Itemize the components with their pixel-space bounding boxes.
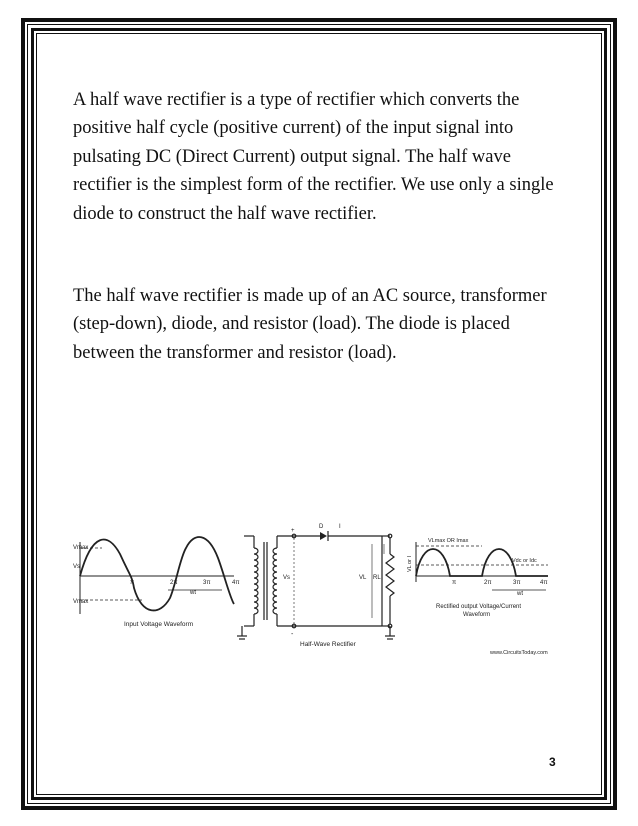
output-wt-label: wt — [517, 591, 523, 597]
paragraph-definition: A half wave rectifier is a type of rectifier which converts the positive half cycle (positive current) of the input signal into pulsating DC (Direct Current) output signal. The half wave rectifier is the simplest form of the rectifier. We use only a single diode to construct the half wave rectifier. — [73, 90, 554, 224]
output-vdc-label: Vdc or Idc — [512, 558, 537, 564]
paragraph-components: The half wave rectifier is made up of an AC source, transformer (step-down), diode, and resistor (load). The diode is placed between the transformer and resistor (load). — [73, 286, 547, 363]
half-wave-rectifier-figure — [72, 518, 564, 662]
input-x-label-4: 4π — [232, 580, 240, 586]
circuit-vl-label: VL — [359, 575, 367, 581]
rectifier-circuit — [237, 534, 395, 639]
output-caption-line-1: Rectified output Voltage/Current — [436, 604, 522, 610]
input-waveform-caption: Input Voltage Waveform — [124, 621, 194, 628]
input-wt-label: wt — [190, 590, 196, 596]
output-axis-label: VL or I — [407, 556, 413, 572]
circuit-plus-sign: + — [291, 528, 295, 534]
input-sine-wave — [80, 537, 234, 610]
primary-coil — [254, 548, 258, 614]
output-x-label-1: π — [452, 580, 457, 586]
load-resistor — [386, 554, 394, 596]
page-number: 3 — [549, 755, 556, 769]
input-x-label-2: 2π — [170, 580, 178, 586]
output-x-label-3: 3π — [513, 580, 521, 586]
input-x-label-3: 3π — [203, 580, 211, 586]
secondary-coil — [273, 548, 277, 614]
input-vmax-top-label: Vmax — [73, 545, 89, 551]
current-label: I — [339, 524, 341, 530]
diode-label: D — [319, 524, 324, 530]
output-x-label-4: 4π — [540, 580, 548, 586]
output-caption-line-2: Waveform — [463, 612, 491, 618]
output-x-label-2: 2π — [484, 580, 492, 586]
circuit-caption: Half-Wave Rectifier — [300, 641, 356, 648]
figure-source-credit: www.CircuitsToday.com — [490, 650, 548, 656]
input-vmax-bottom-label: Vmax — [73, 599, 89, 605]
output-vlmax-label: VLmax OR Imax — [428, 538, 469, 544]
circuit-minus-sign: - — [291, 631, 294, 638]
output-waveform-graph — [416, 542, 548, 590]
input-vs-label: Vs — [73, 564, 81, 570]
input-x-label-1: π — [130, 580, 135, 586]
circuit-vs-label: Vs — [283, 575, 291, 581]
diode-symbol — [320, 532, 327, 540]
circuit-rl-label: RL — [373, 575, 381, 581]
input-waveform-graph — [80, 537, 234, 614]
